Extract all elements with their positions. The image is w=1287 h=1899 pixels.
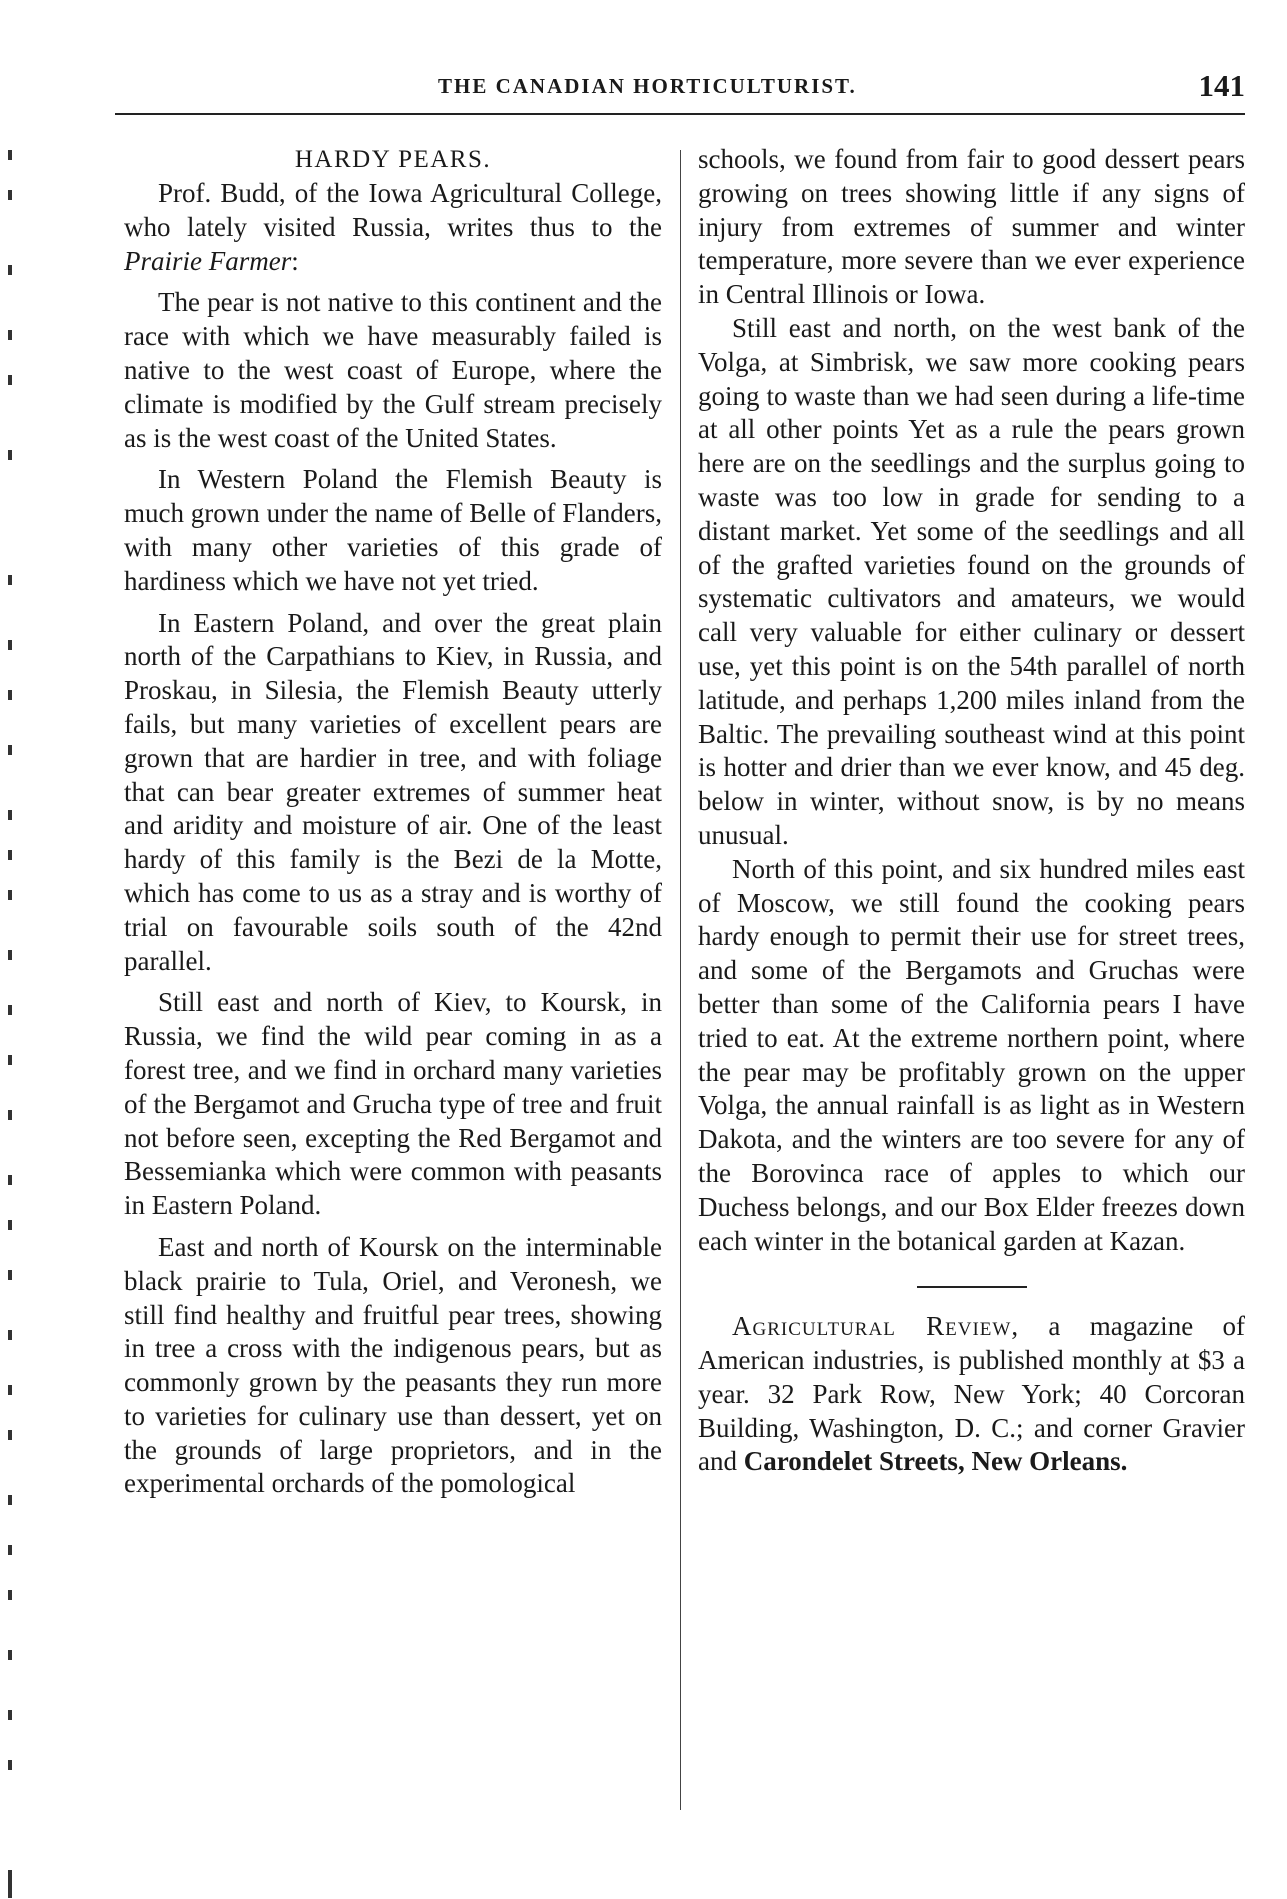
margin-mark: [8, 950, 12, 960]
margin-mark: [8, 265, 12, 275]
column-rule: [680, 150, 681, 1810]
article-paragraph-continued: schools, we found from fair to good dessert pears growing on trees showing little if any signs of injury from extremes of summer and winter temperature, more severe than we ever experience in Central Illinois or Iowa.: [698, 144, 1245, 310]
margin-mark: [8, 1430, 12, 1440]
article-paragraph: In Western Poland the Flemish Beauty is much grown under the name of Belle of Flanders, with many other varieties of this grade of hardiness which we have not yet tried.: [124, 464, 662, 596]
margin-mark: [8, 575, 12, 585]
margin-mark: [8, 1710, 12, 1720]
article-paragraph: East and north of Koursk on the interminable black prairie to Tula, Oriel, and Veronesh, we still find healthy and fruitful pear trees, showing in tree a cross with the indigenous pears, but as commonly grown by the peasants they run more to varieties for culinary use than dessert, yet on the grounds of large proprietors, and in the experimental orchards of the pomological: [124, 1231, 662, 1499]
article-intro: [124, 177, 662, 278]
article-paragraph: Still east and north of Kiev, to Koursk, in Russia, we find the wild pear coming in as a forest tree, and we find in orchard many varieties of the Bergamot and Grucha type of tree and fruit not before seen, excepting the Red Bergamot and Bessemianka which were common with peasants in Eastern Poland.: [124, 987, 662, 1221]
header-rule: [115, 113, 1245, 115]
article-paragraph: The pear is not native to this continent and the race with which we have measurably failed is native to the west coast of Europe, where the climate is modified by the Gulf stream precisely as is the west coast of the United States.: [124, 287, 662, 453]
section-rule: [917, 1286, 1027, 1288]
margin-mark: [8, 450, 12, 460]
notice-paragraph: [698, 1310, 1245, 1479]
margin-mark: [8, 1005, 12, 1015]
article-paragraph: North of this point, and six hundred miles east of Moscow, we still found the cooking pears hardy enough to permit their use for street trees, and some of the Bergamots and Gruchas were better than some of the California pears I have tried to eat. At the extreme northern point, where the pear may be profitably grown on the upper Volga, the annual rainfall is as light as in Western Dakota, and the winters are too severe for any of the Borovinca race of apples to which our Duchess belongs, and our Box Elder freezes down each winter in the botanical garden at Kazan.: [698, 853, 1245, 1256]
margin-mark: [8, 1330, 12, 1340]
margin-mark: [8, 330, 12, 340]
margin-mark: [8, 850, 12, 860]
margin-mark: [8, 190, 12, 200]
notice-text: a magazine of American industries, is published monthly at $3 a year. 32 Park Row, New York; 40 Corcoran Building, Washington, D. C.; and corner Gravier and: [698, 1311, 1245, 1477]
margin-mark: [8, 1055, 12, 1065]
margin-mark: [8, 150, 12, 160]
article-paragraph: In Eastern Poland, and over the great plain north of the Carpathians to Kiev, in Russia, and Proskau, in Silesia, the Flemish Beauty utterly fails, but many varieties of excellent pears are grown that are hardier in tree, and with foliage that can bear greater extremes of summer heat and aridity and moisture of air. One of the least hardy of this family is the Bezi de la Motte, which has come to us as a stray and is worthy of trial on favourable soils south of the 42nd parallel.: [124, 607, 662, 976]
margin-mark: [8, 1270, 12, 1280]
margin-mark: [8, 640, 12, 650]
margin-mark: [8, 1220, 12, 1230]
margin-mark: [8, 810, 12, 820]
intro-text: Prof. Budd, of the Iowa Agricultural College, who lately visited Russia, writes thus to the: [124, 178, 662, 242]
margin-mark: [8, 745, 12, 755]
margin-mark: [8, 375, 12, 385]
margin-mark: [8, 890, 12, 900]
margin-mark: [8, 1110, 12, 1120]
margin-mark: [8, 1175, 12, 1185]
notice-publication-name: Agricultural Review,: [732, 1311, 1020, 1342]
margin-mark: [8, 1545, 12, 1555]
article-title: HARDY PEARS.: [294, 146, 492, 173]
running-header: [115, 68, 1245, 108]
intro-end: :: [291, 245, 299, 276]
notice-last-line: Carondelet Streets, New Orleans.: [743, 1446, 1128, 1477]
margin-mark: [8, 1650, 12, 1660]
left-column: [124, 143, 662, 1501]
margin-mark: [8, 1385, 12, 1395]
left-margin-marks: [4, 150, 18, 1890]
margin-mark: [8, 1495, 12, 1505]
margin-mark: [8, 1870, 12, 1898]
margin-mark: [8, 690, 12, 700]
running-title: THE CANADIAN HORTICULTURIST.: [438, 74, 857, 98]
publication-name: Prairie Farmer: [124, 245, 292, 276]
right-column: [698, 143, 1245, 1479]
margin-mark: [8, 1590, 12, 1600]
margin-mark: [8, 1760, 12, 1770]
page-number: 141: [1198, 68, 1245, 103]
article-paragraph: Still east and north, on the west bank of the Volga, at Simbrisk, we saw more cooking pears going to waste than we had seen during a life-time at all other points Yet as a rule the pears grown here are on the seedlings and the surplus going to waste was too low in grade for sending to a distant market. Yet some of the seedlings and all of the grafted varieties found on the grounds of systematic cultivators and amateurs, we would call very valuable for either culinary or dessert use, yet this point is on the 54th parallel of north latitude, and perhaps 1,200 miles inland from the Baltic. The prevailing southeast wind at this point is hotter and drier than we ever know, and 45 deg. below in winter, without snow, is by no means unusual.: [698, 312, 1245, 850]
